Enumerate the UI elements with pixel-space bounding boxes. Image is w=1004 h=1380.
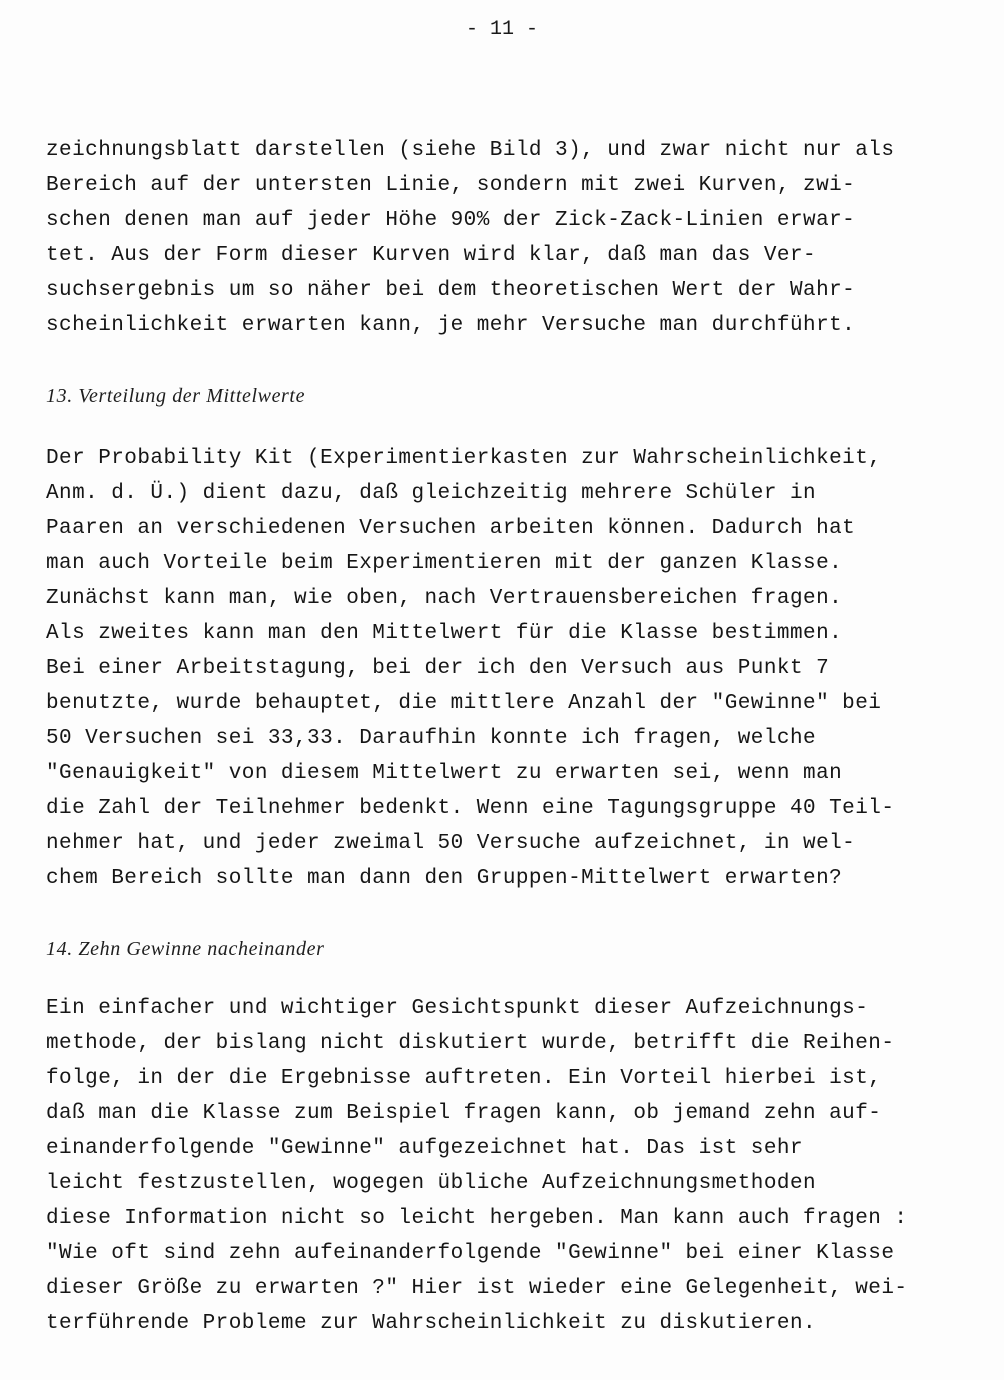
text-line: Bei einer Arbeitstagung, bei der ich den Versuch aus Punkt 7 bbox=[46, 657, 830, 680]
section-heading-14: 14. Zehn Gewinne nacheinander bbox=[46, 938, 325, 960]
text-line: methode, der bislang nicht diskutiert wurde, betrifft die Reihen- bbox=[46, 1032, 895, 1055]
text-line: Als zweites kann man den Mittelwert für die Klasse bestimmen. bbox=[46, 622, 843, 645]
page-number: - 11 - bbox=[465, 18, 538, 41]
text-line: einanderfolgende "Gewinne" aufgezeichnet hat. Das ist sehr bbox=[46, 1137, 804, 1160]
text-line: folge, in der die Ergebnisse auftreten. Ein Vorteil hierbei ist, bbox=[46, 1067, 882, 1090]
text-line: diese Information nicht so leicht hergeben. Man kann auch fragen : bbox=[46, 1207, 908, 1230]
text-line: chem Bereich sollte man dann den Gruppen-Mittelwert erwarten? bbox=[46, 867, 843, 890]
text-line: Ein einfacher und wichtiger Gesichtspunkt dieser Aufzeichnungs- bbox=[46, 997, 869, 1020]
text-line: Zunächst kann man, wie oben, nach Vertrauensbereichen fragen. bbox=[46, 587, 843, 610]
text-line: Der Probability Kit (Experimentierkasten zur Wahrscheinlichkeit, bbox=[46, 447, 882, 470]
text-line: schen denen man auf jeder Höhe 90% der Zick-Zack-Linien erwar- bbox=[46, 209, 856, 232]
text-line: Paaren an verschiedenen Versuchen arbeiten können. Dadurch hat bbox=[46, 517, 856, 540]
text-line: 50 Versuchen sei 33,33. Daraufhin konnte ich fragen, welche bbox=[46, 727, 817, 750]
text-line: daß man die Klasse zum Beispiel fragen kann, ob jemand zehn auf- bbox=[46, 1102, 882, 1125]
text-line: "Wie oft sind zehn aufeinanderfolgende "Gewinne" bei einer Klasse bbox=[46, 1242, 895, 1265]
text-line: man auch Vorteile beim Experimentieren mit der ganzen Klasse. bbox=[46, 552, 843, 575]
text-line: "Genauigkeit" von diesem Mittelwert zu erwarten sei, wenn man bbox=[46, 762, 843, 785]
text-line: tet. Aus der Form dieser Kurven wird klar, daß man das Ver- bbox=[46, 244, 817, 267]
text-line: die Zahl der Teilnehmer bedenkt. Wenn eine Tagungsgruppe 40 Teil- bbox=[46, 797, 895, 820]
section-heading-13: 13. Verteilung der Mittelwerte bbox=[46, 385, 306, 407]
text-line: terführende Probleme zur Wahrscheinlichkeit zu diskutieren. bbox=[46, 1312, 817, 1335]
text-line: scheinlichkeit erwarten kann, je mehr Versuche man durchführt. bbox=[46, 314, 856, 337]
text-line: suchsergebnis um so näher bei dem theoretischen Wert der Wahr- bbox=[46, 279, 856, 302]
text-line: zeichnungsblatt darstellen (siehe Bild 3), und zwar nicht nur als bbox=[46, 139, 895, 162]
text-line: Anm. d. Ü.) dient dazu, daß gleichzeitig mehrere Schüler in bbox=[46, 482, 817, 505]
text-line: dieser Größe zu erwarten ?" Hier ist wieder eine Gelegenheit, wei- bbox=[46, 1277, 908, 1300]
text-line: leicht festzustellen, wogegen übliche Aufzeichnungsmethoden bbox=[46, 1172, 817, 1195]
text-line: benutzte, wurde behauptet, die mittlere Anzahl der "Gewinne" bei bbox=[46, 692, 882, 715]
text-line: nehmer hat, und jeder zweimal 50 Versuche aufzeichnet, in wel- bbox=[46, 832, 856, 855]
text-line: Bereich auf der untersten Linie, sondern mit zwei Kurven, zwi- bbox=[46, 174, 856, 197]
